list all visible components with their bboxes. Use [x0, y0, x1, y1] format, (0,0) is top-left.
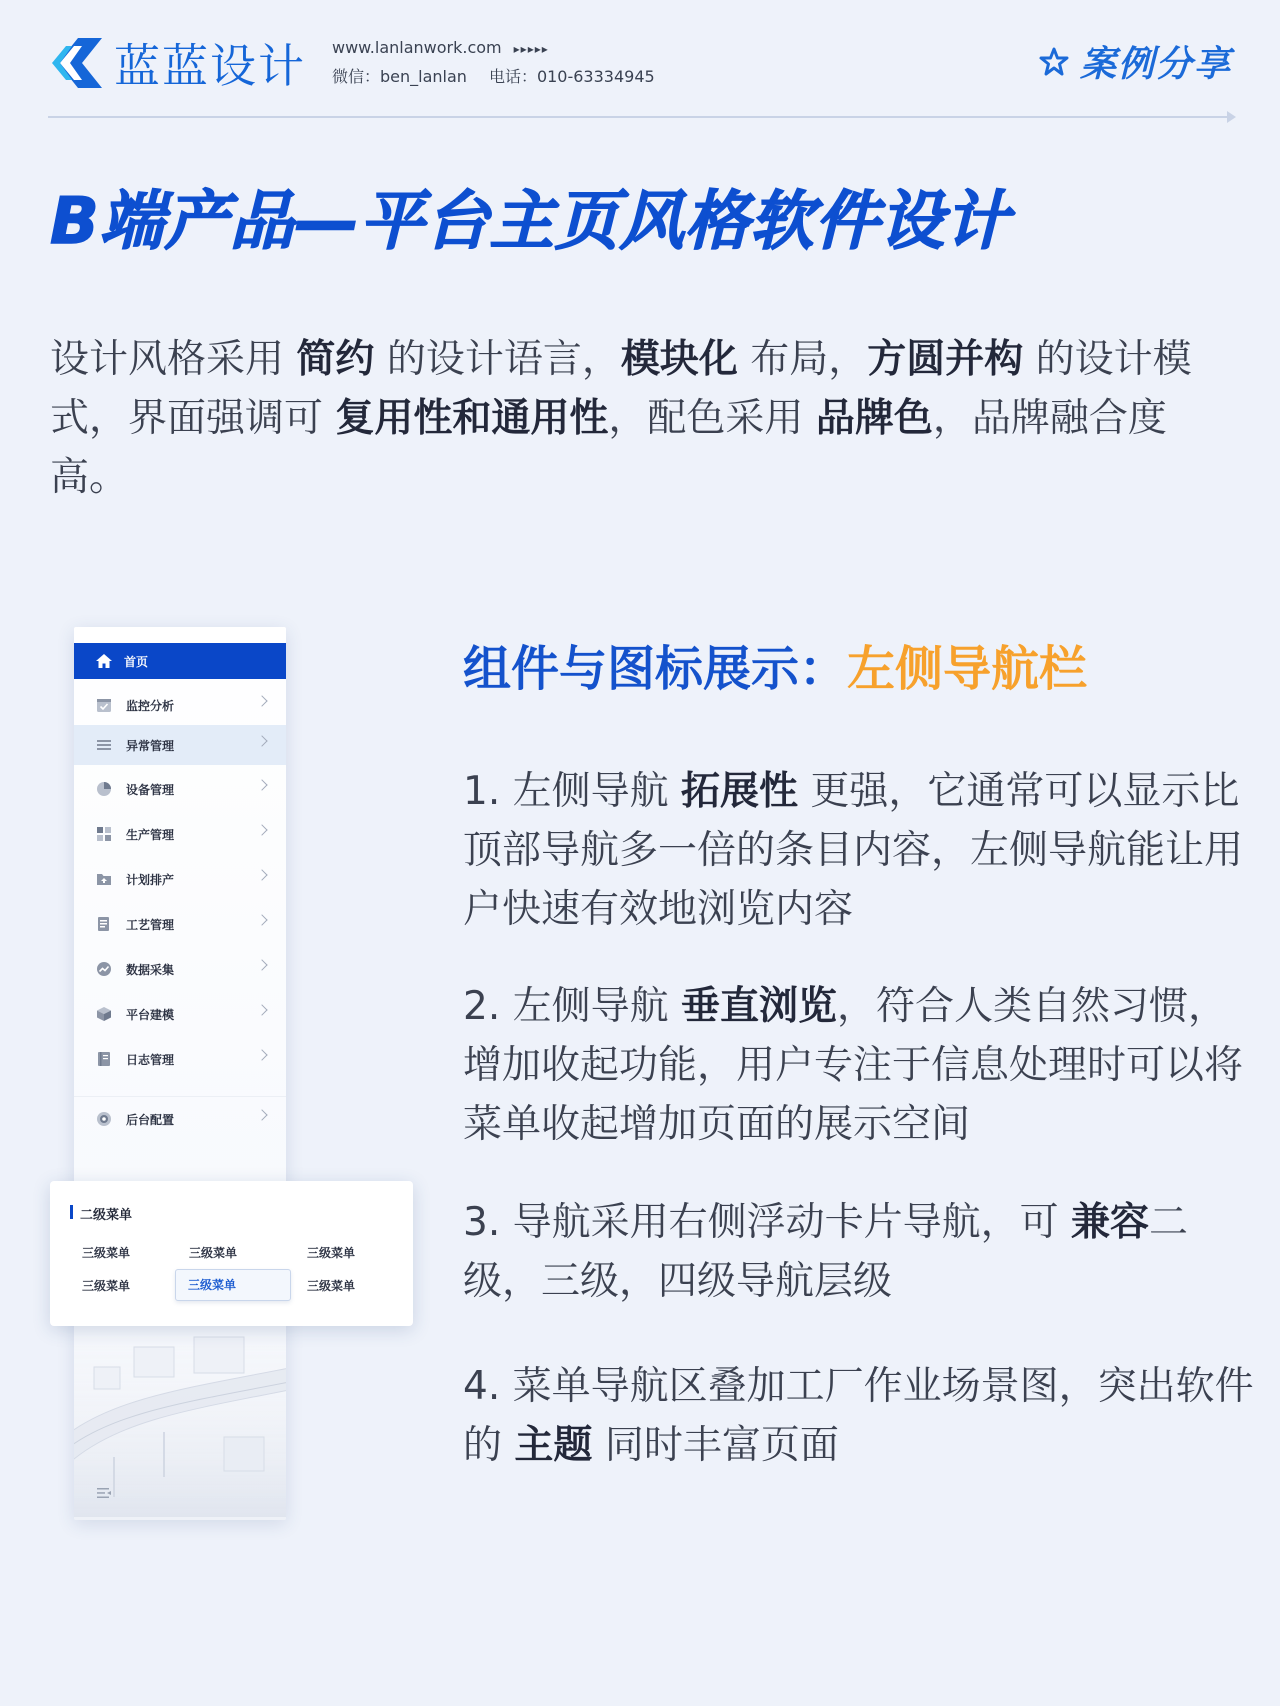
- brand-logo[interactable]: [48, 30, 306, 96]
- chevron-right-icon: [256, 914, 267, 925]
- nav-item-label: 平台建模: [126, 1007, 175, 1022]
- gear-icon: [96, 1111, 112, 1127]
- book-icon: [96, 1051, 112, 1067]
- chevron-right-icon: [256, 695, 267, 706]
- submenu-title: 二级菜单: [70, 1204, 132, 1223]
- collapse-menu-icon[interactable]: [96, 1485, 112, 1501]
- nav-item-logs[interactable]: [74, 1039, 286, 1079]
- nav-item-planning[interactable]: [74, 859, 286, 899]
- list-icon: [96, 737, 112, 753]
- chevron-right-icon: [256, 869, 267, 880]
- star-outline-icon: [1038, 46, 1070, 78]
- grid-blocks-icon: [96, 826, 112, 842]
- submenu-item[interactable]: 三级菜单: [189, 1246, 238, 1260]
- nav-item-device[interactable]: [74, 769, 286, 809]
- chevron-right-icon: [256, 1049, 267, 1060]
- nav-item-exception[interactable]: [74, 725, 286, 765]
- chevron-right-icon: [256, 779, 267, 790]
- badge-label: 案例分享: [1079, 43, 1232, 85]
- point-2: 2. 左侧导航 垂直浏览，符合人类自然习惯，增加收起功能，用户专注于信息处理时可以将菜单收起增加页面的展示空间: [463, 984, 1244, 1147]
- page-title: B端产品—平台主页风格软件设计: [50, 185, 1010, 259]
- cube-icon: [96, 1006, 112, 1022]
- header-divider: [48, 116, 1230, 118]
- logo-mark-icon: [48, 34, 106, 92]
- chevron-right-icon: [256, 1004, 267, 1015]
- arrows-decoration: ▸▸▸▸▸: [513, 42, 549, 56]
- submenu-item[interactable]: 三级菜单: [307, 1246, 356, 1260]
- header: [48, 28, 1232, 93]
- nav-home-label: 首页: [124, 654, 149, 669]
- nav-item-label: 异常管理: [126, 738, 175, 753]
- nav-item-modeling[interactable]: [74, 994, 286, 1034]
- nav-item-label: 设备管理: [126, 782, 175, 797]
- nav-item-production[interactable]: [74, 814, 286, 854]
- nav-item-label: 工艺管理: [126, 917, 175, 932]
- chevron-right-icon: [256, 1109, 267, 1120]
- chevron-right-icon: [256, 959, 267, 970]
- nav-item-label: 生产管理: [126, 827, 175, 842]
- nav-item-process[interactable]: [74, 904, 286, 944]
- nav-item-data-collection[interactable]: [74, 949, 286, 989]
- contact-info: [332, 34, 655, 91]
- nav-item-monitor[interactable]: [74, 685, 286, 725]
- calendar-check-icon: [96, 697, 112, 713]
- left-nav-panel: [74, 627, 286, 1520]
- case-share-badge: [1038, 36, 1232, 87]
- home-icon: [96, 654, 112, 668]
- intro-paragraph: 设计风格采用 简约 的设计语言，模块化 布局，方圆并构 的设计模式，界面强调可 复用性和通用性，配色采用 品牌色，品牌融合度高。: [50, 337, 1192, 500]
- nav-item-label: 监控分析: [126, 698, 175, 713]
- website-link[interactable]: www.lanlanwork.com: [332, 38, 502, 57]
- submenu-item[interactable]: 三级菜单: [307, 1279, 356, 1293]
- nav-divider: [74, 1096, 286, 1097]
- section-heading: [463, 630, 1087, 699]
- nav-item-label: 计划排产: [126, 872, 175, 887]
- wechat-text: 微信：ben_lanlan: [332, 67, 467, 86]
- trend-icon: [96, 961, 112, 977]
- section-heading-highlight: 左侧导航栏: [847, 641, 1088, 697]
- folder-upload-icon: [96, 871, 112, 887]
- pie-chart-icon: [96, 781, 112, 797]
- document-icon: [96, 916, 112, 932]
- nav-item-label: 数据采集: [126, 962, 175, 977]
- nav-item-label: 日志管理: [126, 1052, 175, 1067]
- nav-item-home[interactable]: [74, 643, 286, 679]
- point-4: 4. 菜单导航区叠加工厂作业场景图，突出软件的 主题 同时丰富页面: [463, 1364, 1254, 1468]
- submenu-item[interactable]: 三级菜单: [82, 1246, 131, 1260]
- section-heading-main: 组件与图标展示：: [463, 641, 848, 697]
- logo-text: 蓝蓝设计: [114, 39, 306, 93]
- chevron-right-icon: [256, 824, 267, 835]
- phone-text: 电话：010-63334945: [488, 67, 655, 86]
- floating-submenu-card: [50, 1181, 413, 1326]
- point-1: 1. 左侧导航 拓展性 更强，它通常可以显示比顶部导航多一倍的条目内容，左侧导航能让用户快速有效地浏览内容: [463, 769, 1244, 932]
- submenu-item[interactable]: 三级菜单: [82, 1279, 131, 1293]
- point-3: 3. 导航采用右侧浮动卡片导航，可 兼容二级，三级，四级导航层级: [463, 1200, 1189, 1304]
- chevron-right-icon: [256, 735, 267, 746]
- submenu-item-selected[interactable]: 三级菜单: [175, 1269, 291, 1301]
- nav-item-settings[interactable]: [74, 1099, 286, 1139]
- nav-item-label: 后台配置: [126, 1112, 175, 1127]
